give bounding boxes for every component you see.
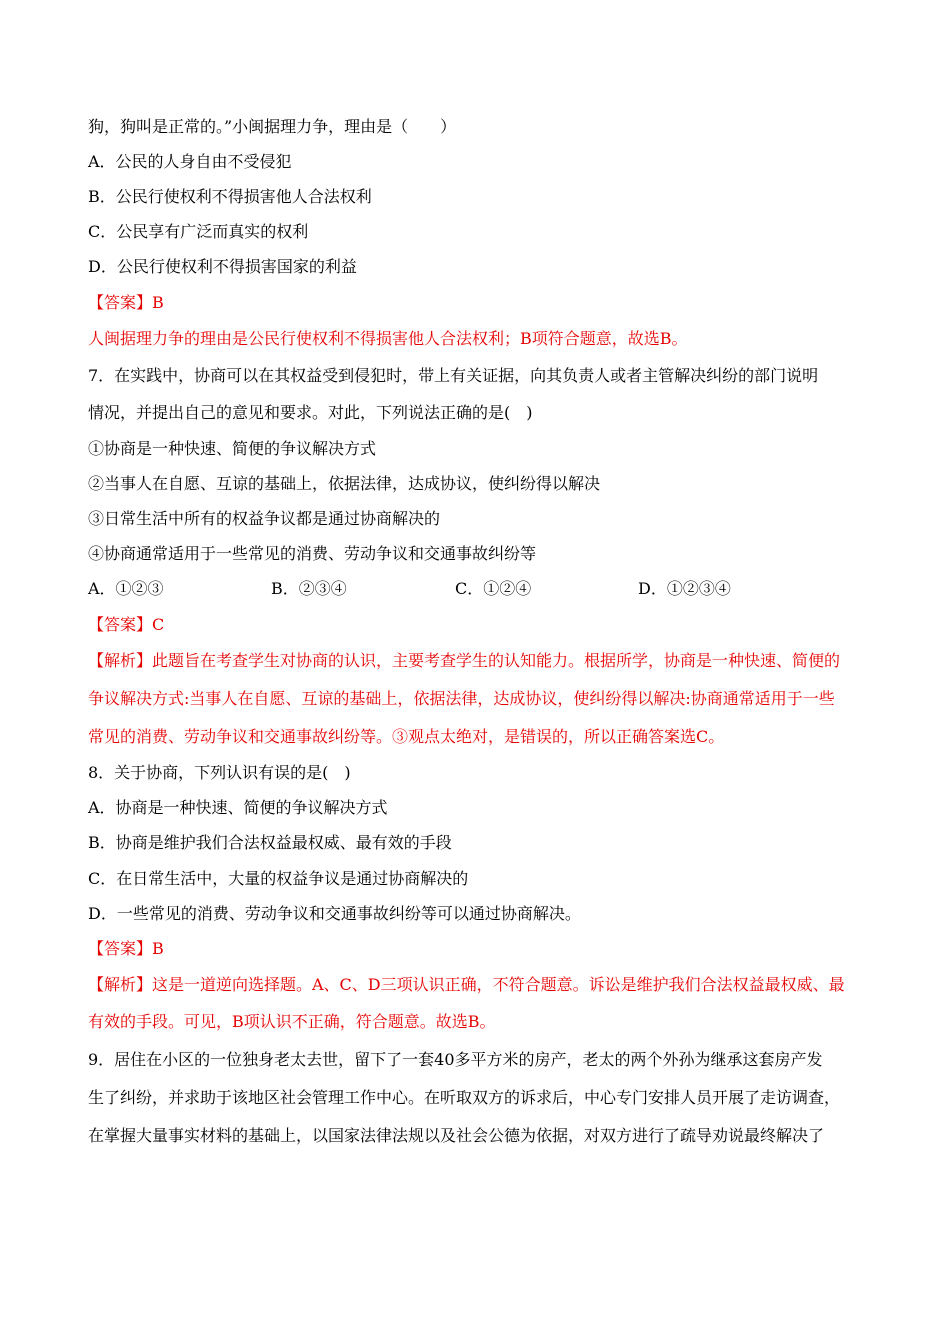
q7-explanation-line-3: 常见的消费、劳动争议和交通事故纠纷等。③观点太绝对，是错误的，所以正确答案选C。: [88, 727, 725, 746]
q7-option-b: B．②③④: [271, 579, 347, 598]
q8-stem: 8．关于协商，下列认识有误的是( ): [88, 763, 351, 782]
q7-statement-4: ④协商通常适用于一些常见的消费、劳动争议和交通事故纠纷等: [88, 544, 537, 563]
q8-option-b: B．协商是维护我们合法权益最权威、最有效的手段: [88, 833, 452, 852]
q6-option-b: B．公民行使权利不得损害他人合法权利: [88, 187, 372, 206]
q7-statement-1: ①协商是一种快速、简便的争议解决方式: [88, 439, 377, 458]
q7-statement-3: ③日常生活中所有的权益争议都是通过协商解决的: [88, 509, 441, 528]
q6-option-a: A．公民的人身自由不受侵犯: [88, 152, 292, 171]
q7-option-d: D．①②③④: [638, 579, 731, 598]
q8-option-a: A．协商是一种快速、简便的争议解决方式: [88, 798, 388, 817]
q9-stem-line-3: 在掌握大量事实材料的基础上，以国家法律法规以及社会公德为依据，对双方进行了疏导劝说最终解决了: [88, 1126, 825, 1145]
q8-option-d: D．一些常见的消费、劳动争议和交通事故纠纷等可以通过协商解决。: [88, 904, 581, 923]
q7-stem-line-2: 情况，并提出自己的意见和要求。对此，下列说法正确的是( ): [88, 403, 533, 422]
q7-explanation-line-2: 争议解决方式:当事人在自愿、互谅的基础上，依据法律，达成协议，使纠纷得以解决:协商通常适用于一些: [88, 689, 835, 708]
q6-stem-tail: 狗，狗叫是正常的。”小闽据理力争，理由是（ ）: [88, 117, 457, 136]
q7-option-c: C．①②④: [455, 579, 532, 598]
q8-option-c: C．在日常生活中，大量的权益争议是通过协商解决的: [88, 869, 469, 888]
q8-explanation-line-1: 【解析】这是一道逆向选择题。A、C、D三项认识正确，不符合题意。诉讼是维护我们合法权益最权威、最: [88, 975, 845, 994]
q9-stem-line-2: 生了纠纷，并求助于该地区社会管理工作中心。在听取双方的诉求后，中心专门安排人员开展了走访调查，: [88, 1088, 841, 1107]
q7-statement-2: ②当事人在自愿、互谅的基础上，依据法律，达成协议，使纠纷得以解决: [88, 474, 601, 493]
q9-stem-line-1: 9．居住在小区的一位独身老太去世，留下了一套40多平方米的房产，老太的两个外孙为继承这套房产发: [88, 1050, 823, 1069]
q6-answer: 【答案】B: [88, 293, 164, 312]
q7-explanation-line-1: 【解析】此题旨在考查学生对协商的认识，主要考查学生的认知能力。根据所学，协商是一种快速、简便的: [88, 651, 841, 670]
q6-explanation: 人闽据理力争的理由是公民行使权利不得损害他人合法权利；B项符合题意，故选B。: [88, 329, 688, 348]
q6-option-d: D．公民行使权利不得损害国家的利益: [88, 257, 357, 276]
q7-stem-line-1: 7．在实践中，协商可以在其权益受到侵犯时，带上有关证据，向其负责人或者主管解决纠纷的部门说明: [88, 366, 819, 385]
q7-option-a: A．①②③: [88, 579, 164, 598]
q8-explanation-line-2: 有效的手段。可见，B项认识不正确，符合题意。故选B。: [88, 1012, 496, 1031]
q8-answer: 【答案】B: [88, 939, 164, 958]
q6-option-c: C．公民享有广泛而真实的权利: [88, 222, 309, 241]
q7-answer: 【答案】C: [88, 615, 165, 634]
